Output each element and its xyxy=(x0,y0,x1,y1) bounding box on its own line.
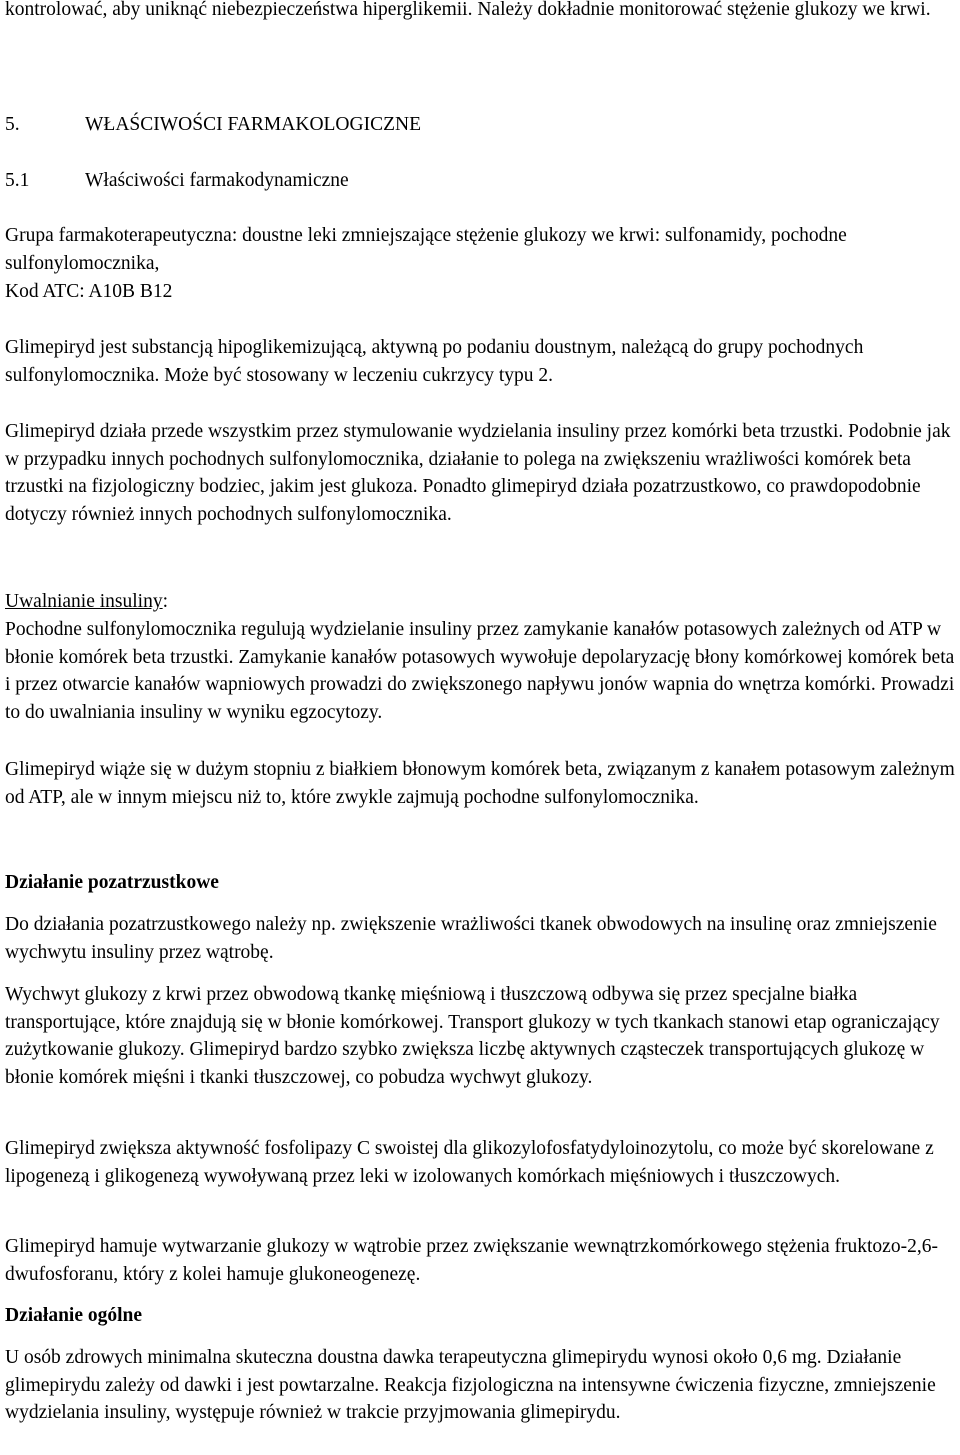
paragraph-extrapancreatic-3: Glimepiryd zwiększa aktywność fosfolipazy C swoistej dla glikozylofosfatydyloinozytolu, co może być skorelowane z lipogenezą i glikogenezą wywoływaną przez leki w izolowanych komórkach mięśniowych i tłuszczowych. xyxy=(5,1138,934,1187)
paragraph-extrapancreatic-2: Wychwyt glukozy z krwi przez obwodową tkankę mięśniową i tłuszczową odbywa się przez specjalne białka transportujące, które znajdują się w błonie komórkowej. Transport glukozy w tych tkankach stanowi etap ograniczający zużytkowanie glukozy. Glimepiryd bardzo szybko zwiększa liczbę aktywnych cząsteczek transportujących glukozę w błonie komórek mięśni i tkanki tłuszczowej, co pobudza wychwyt glukozy. xyxy=(5,984,940,1088)
paragraph-general: U osób zdrowych minimalna skuteczna doustna dawka terapeutyczna glimepirydu wynosi około 0,6 mg. Działanie glimepirydu zależy od dawki i jest powtarzalne. Reakcja fizjologiczna na intensywne ćwiczenia fizyczne, zmniejszenie wydzielania insuliny, występuje również w trakcie przyjmowania glimepirydu. xyxy=(5,1347,936,1424)
continuation-paragraph: kontrolować, aby uniknąć niebezpieczeństwa hiperglikemii. Należy dokładnie monitorować stężenie glukozy we krwi. xyxy=(5,0,931,20)
section-title: WŁAŚCIWOŚCI FARMAKOLOGICZNE xyxy=(85,114,422,135)
paragraph-extrapancreatic-1: Do działania pozatrzustkowego należy np. zwiększenie wrażliwości tkanek obwodowych na insulinę oraz zmniejszenie wychwytu insuliny przez wątrobę. xyxy=(5,914,937,963)
pharmacotherapeutic-group: Grupa farmakoterapeutyczna: doustne leki zmniejszające stężenie glukozy we krwi: sulfonamidy, pochodne sulfonylomocznika, xyxy=(5,225,847,274)
paragraph-insulin-release-2: Glimepiryd wiąże się w dużym stopniu z białkiem błonowym komórek beta, związanym z kanałem potasowym zależnym od ATP, ale w innym miejscu niż to, które zwykle zajmują pochodne sulfonylomocznika. xyxy=(5,759,955,808)
heading-extrapancreatic: Działanie pozatrzustkowe xyxy=(5,872,219,893)
heading-insulin-release-colon: : xyxy=(162,591,169,612)
paragraph-mechanism: Glimepiryd działa przede wszystkim przez stymulowanie wydzielania insuliny przez komórki beta trzustki. Podobnie jak w przypadku innych pochodnych sulfonylomocznika, działanie to polega na zwiększeniu wrażliwości komórek beta trzustki na fizjologiczny bodziec, jakim jest glukoza. Ponadto glimepiryd działa pozatrzustkowo, co prawdopodobnie dotyczy również innych pochodnych sulfonylomocznika. xyxy=(5,421,951,525)
paragraph-intro: Glimepiryd jest substancją hipoglikemizującą, aktywną po podaniu doustnym, należącą do grupy pochodnych sulfonylomocznika. Może być stosowany w leczeniu cukrzycy typu 2. xyxy=(5,337,864,386)
section-number: 5. xyxy=(5,114,20,135)
heading-insulin-release-text: Uwalnianie insuliny xyxy=(5,591,163,612)
paragraph-insulin-release-1: Pochodne sulfonylomocznika regulują wydzielanie insuliny przez zamykanie kanałów potasowych zależnych od ATP w błonie komórek beta trzustki. Zamykanie kanałów potasowych wywołuje depolaryzację błony komórkowej komórek beta i przez otwarcie kanałów wapniowych prowadzi do zwiększonego napływu jonów wapnia do wnętrza komórki. Prowadzi to do uwalniania insuliny w wyniku egzocytozy. xyxy=(5,619,955,723)
heading-general: Działanie ogólne xyxy=(5,1305,143,1326)
subsection-heading xyxy=(5,167,960,195)
atc-code: Kod ATC: A10B B12 xyxy=(5,281,173,302)
paragraph-extrapancreatic-4: Glimepiryd hamuje wytwarzanie glukozy w wątrobie przez zwiększanie wewnątrzkomórkowego stężenia fruktozo-2,6-dwufosforanu, który z kolei hamuje glukoneogenezę. xyxy=(5,1236,938,1285)
subsection-title: Właściwości farmakodynamiczne xyxy=(85,170,349,191)
section-heading xyxy=(5,111,960,139)
subsection-number: 5.1 xyxy=(5,170,30,191)
heading-insulin-release xyxy=(5,588,960,616)
